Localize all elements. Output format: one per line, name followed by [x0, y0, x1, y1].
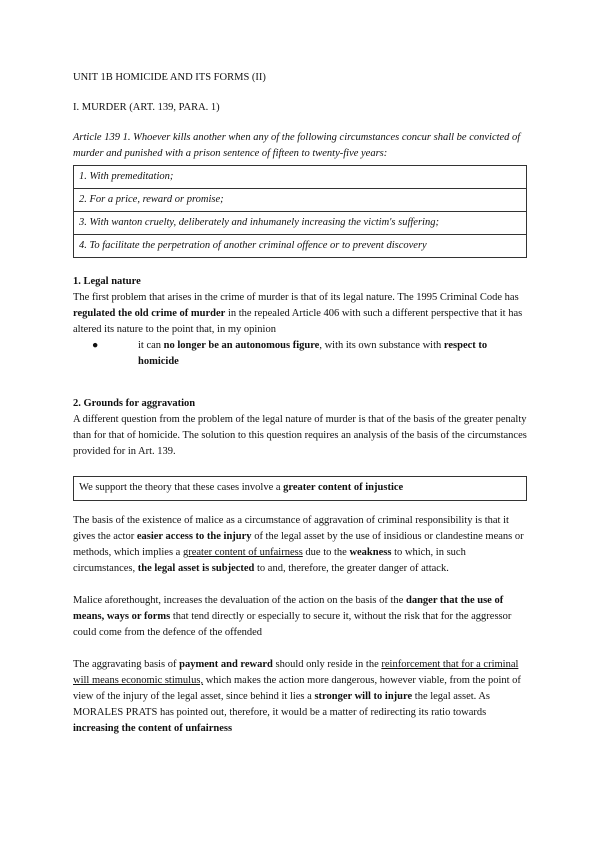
table-row	[74, 166, 527, 189]
circumstance-cell: 4. To facilitate the perpetration of another criminal offence or to prevent discovery	[74, 235, 527, 258]
table-row	[74, 189, 527, 212]
legal-nature-bullet: ● it can no longer be an autonomous figure, with its own substance with respect to homicide	[92, 340, 488, 367]
aggravation-paragraph-1: A different question from the problem of the legal nature of murder is that of the basis of the greater penalty than for that of homicide. The solution to this question requires an analysis of the basis of the circumstances provided for in Art. 139.	[73, 414, 527, 457]
legal-nature-paragraph: The first problem that arises in the crime of murder is that of its legal nature. The 1995 Criminal Code has regulated the old crime of murder in the repealed Article 406 with such a different perspective that it has altered its nature to the point that, in my opinion	[73, 292, 523, 335]
circumstance-cell: 1. With premeditation;	[74, 166, 527, 189]
table-row	[74, 212, 527, 235]
circumstance-cell: 3. With wanton cruelty, deliberately and inhumanely increasing the victim's suffering;	[74, 212, 527, 235]
legal-nature-heading: 1. Legal nature	[73, 276, 141, 287]
section-heading: I. MURDER (ART. 139, PARA. 1)	[73, 102, 220, 113]
malice-paragraph: The basis of the existence of malice as a circumstance of aggravation of criminal responsibility is that it gives the actor easier access to the injury of the legal asset by the use of insidious or clandestine means or methods, which implies a greater content of unfairness due to the weakness to which, in such circumstances, the legal asset is subjected to and, therefore, the greater danger of attack.	[73, 515, 524, 574]
theory-box: We support the theory that these cases involve a greater content of injustice	[73, 476, 527, 501]
circumstances-table	[73, 165, 527, 258]
article-text: Article 139 1. Whoever kills another when any of the following circumstances concur shall be convicted of murder and punished with a prison sentence of fifteen to twenty-five years:	[73, 132, 521, 159]
unit-title: UNIT 1B HOMICIDE AND ITS FORMS (II)	[73, 72, 266, 83]
aggravation-heading: 2. Grounds for aggravation	[73, 398, 196, 409]
aforethought-paragraph: Malice aforethought, increases the devaluation of the action on the basis of the danger that the use of means, ways or forms that tend directly or especially to secure it, without the risk that for the aggressor could come from the defence of the offended	[73, 595, 512, 638]
table-row	[74, 235, 527, 258]
bullet-icon: ●	[92, 340, 99, 351]
payment-paragraph: The aggravating basis of payment and reward should only reside in the reinforcement that for a criminal will means economic stimulus, which makes the action more dangerous, however viable, from the point of view of the injury of the legal asset, since behind it lies a stronger will to injure the legal asset. As MORALES PRATS has pointed out, therefore, it would be a matter of redirecting its ratio towards increasing the content of unfairness	[73, 659, 521, 734]
document-page	[73, 70, 527, 737]
circumstance-cell: 2. For a price, reward or promise;	[74, 189, 527, 212]
